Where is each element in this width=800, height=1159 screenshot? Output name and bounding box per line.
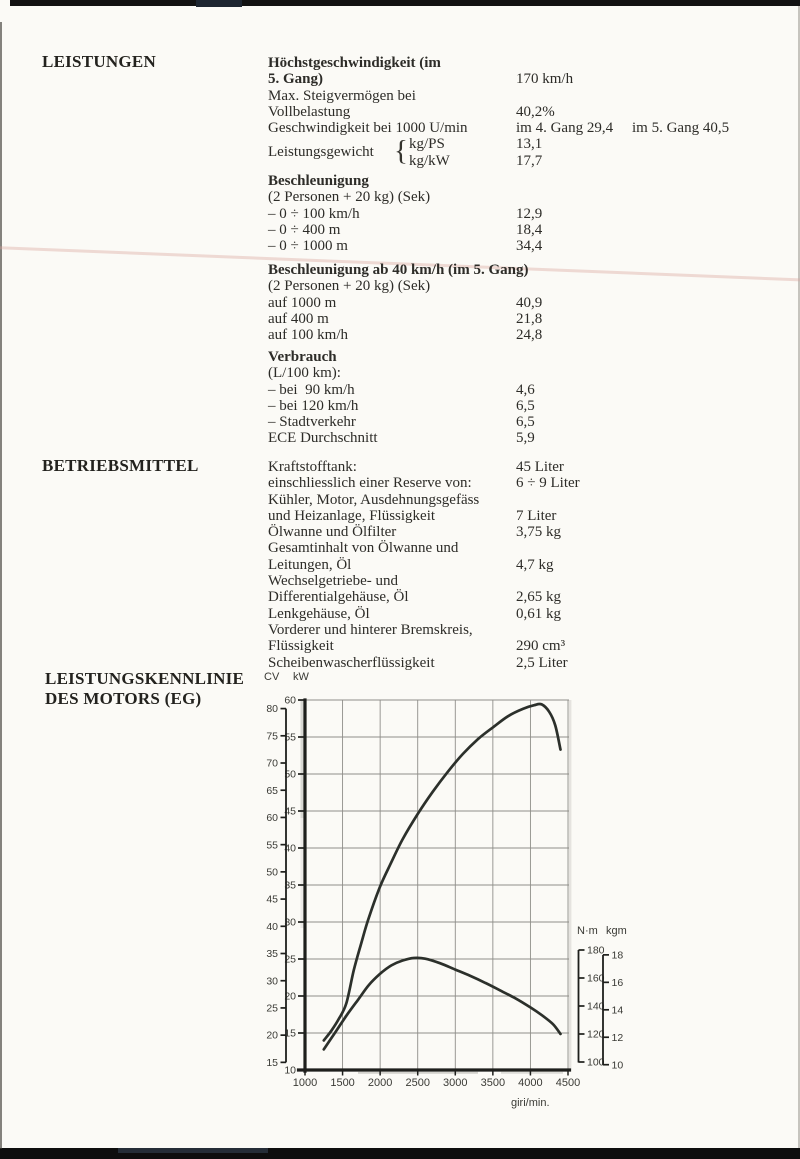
spec-row — [268, 238, 777, 254]
spec-label: Vorderer und hinterer Bremskreis, — [268, 621, 473, 638]
spec-row — [268, 327, 777, 343]
spec-label: – 0 ÷ 100 km/h — [268, 205, 360, 222]
svg-text:55: 55 — [284, 731, 296, 744]
spec-row — [268, 206, 777, 222]
svg-text:50: 50 — [266, 866, 278, 879]
spec-row — [268, 540, 777, 556]
spec-label: Flüssigkeit — [268, 638, 334, 655]
spec-label: Verbrauch — [268, 349, 337, 365]
spec-row — [268, 262, 777, 278]
spec-value: 21,8 — [516, 310, 543, 327]
chart-heading-line2: DES MOTORS (EG) — [45, 688, 202, 708]
spec-label: Wechselgetriebe- und — [268, 573, 398, 590]
svg-text:4500: 4500 — [555, 1077, 581, 1089]
spec-value: 5,9 — [516, 430, 535, 447]
spec-row — [268, 173, 777, 189]
spec-value: 2,65 kg — [516, 589, 561, 606]
spec-value-2: im 5. Gang 40,5 — [632, 120, 730, 137]
spec-value: 3,75 kg — [516, 524, 561, 541]
spec-value: 170 km/h — [516, 71, 574, 88]
spec-label: Lenkgehäuse, Öl — [268, 605, 370, 622]
section-rows — [268, 55, 777, 169]
engine-performance-chart — [253, 665, 683, 1130]
spec-value: 24,8 — [516, 327, 543, 344]
spec-label: Leitungen, Öl — [268, 556, 352, 573]
spec-row — [268, 524, 777, 540]
svg-text:65: 65 — [266, 784, 278, 797]
svg-text:40: 40 — [266, 920, 278, 933]
svg-text:2000: 2000 — [367, 1077, 393, 1089]
spec-value: 17,7 — [516, 152, 543, 169]
spec-value: 2,5 Liter — [516, 654, 568, 671]
svg-text:140: 140 — [587, 1000, 605, 1013]
spec-label: einschliesslich einer Reserve von: — [268, 475, 472, 492]
chart-section-heading — [45, 669, 244, 708]
spec-label: auf 100 km/h — [268, 327, 348, 344]
svg-text:100: 100 — [587, 1056, 605, 1069]
spec-label: – 0 ÷ 400 m — [268, 221, 341, 238]
spec-row — [268, 189, 777, 205]
spec-row — [268, 459, 777, 475]
spec-value: im 4. Gang 29,4 — [516, 120, 614, 137]
spec-row — [268, 557, 777, 573]
spec-value: 4,6 — [516, 381, 535, 398]
spec-label: Differentialgehäuse, Öl — [268, 589, 409, 606]
spec-value: 0,61 kg — [516, 605, 561, 622]
svg-text:60: 60 — [266, 812, 278, 825]
svg-text:25: 25 — [266, 1002, 278, 1015]
section-heading: LEISTUNGEN — [42, 52, 156, 71]
x-axis-title: giri/min. — [511, 1097, 550, 1109]
scan-edge-top-tint — [196, 0, 242, 7]
chart-canvas — [253, 665, 683, 1130]
spec-row — [268, 573, 777, 589]
svg-text:45: 45 — [266, 893, 278, 906]
section-rows — [268, 459, 777, 671]
svg-text:25: 25 — [284, 953, 296, 966]
spec-label: Geschwindigkeit bei 1000 U/min — [268, 120, 468, 137]
svg-text:4000: 4000 — [518, 1077, 543, 1089]
svg-text:15: 15 — [266, 1056, 278, 1069]
kgm-axis — [603, 949, 623, 1071]
spec-value: 12,9 — [516, 205, 543, 222]
spec-label: – Stadtverkehr — [268, 414, 356, 431]
spec-row — [268, 414, 777, 430]
section-rows — [268, 262, 777, 343]
spec-value: 6 ÷ 9 Liter — [516, 475, 580, 492]
svg-text:160: 160 — [587, 972, 605, 985]
spec-label: Kühler, Motor, Ausdehnungsgefäss — [268, 491, 480, 508]
svg-text:3500: 3500 — [480, 1077, 506, 1089]
spec-label: Beschleunigung — [268, 173, 369, 189]
spec-label: (L/100 km): — [268, 365, 341, 382]
spec-label: Höchstgeschwindigkeit (im — [268, 55, 441, 71]
spec-row — [268, 88, 777, 104]
spec-value: 13,1 — [516, 136, 543, 153]
spec-row — [268, 311, 777, 327]
kw-axis-title: kW — [293, 671, 309, 683]
scan-edge-left — [0, 22, 2, 1149]
spec-label: – bei 90 km/h — [268, 381, 355, 398]
spec-row — [268, 475, 777, 491]
chart-heading-line1: LEISTUNGSKENNLINIE — [45, 669, 245, 688]
spec-row — [268, 622, 777, 638]
spec-label: Leistungsgewicht — [268, 144, 374, 161]
svg-text:3000: 3000 — [443, 1077, 468, 1089]
axis-shadow — [501, 1072, 563, 1074]
brace-glyph: { — [394, 135, 408, 168]
svg-text:55: 55 — [266, 839, 278, 852]
svg-text:16: 16 — [611, 976, 624, 989]
spec-row — [268, 589, 777, 605]
svg-text:40: 40 — [284, 842, 296, 855]
spec-row — [268, 71, 777, 87]
spec-row — [268, 278, 777, 294]
spec-row — [268, 120, 777, 136]
scan-edge-top — [10, 0, 800, 6]
spec-label: (2 Personen + 20 kg) (Sek) — [268, 278, 431, 295]
svg-text:70: 70 — [266, 757, 278, 770]
spec-label: auf 400 m — [268, 310, 329, 327]
svg-text:75: 75 — [266, 730, 278, 743]
spec-value: 7 Liter — [516, 507, 557, 524]
nm-axis — [579, 945, 605, 1069]
spec-value: 6,5 — [516, 397, 535, 414]
svg-text:14: 14 — [611, 1004, 624, 1017]
spec-label: Ölwanne und Ölfilter — [268, 524, 397, 541]
spec-row — [268, 382, 777, 398]
svg-text:10: 10 — [611, 1059, 624, 1072]
spec-value: 290 cm³ — [516, 638, 566, 655]
spec-row — [268, 638, 777, 654]
spec-row — [268, 365, 777, 381]
svg-text:20: 20 — [284, 990, 296, 1003]
spec-value: 4,7 kg — [516, 556, 554, 573]
spec-row — [268, 492, 777, 508]
power-curve — [324, 704, 561, 1040]
spec-label: Gesamtinhalt von Ölwanne und — [268, 540, 459, 557]
spec-row — [268, 606, 777, 622]
spec-value: 40,2% — [516, 103, 555, 120]
svg-text:10: 10 — [284, 1064, 296, 1077]
spec-row — [268, 104, 777, 120]
cv-axis — [266, 703, 286, 1069]
svg-text:35: 35 — [266, 948, 278, 961]
cv-axis-title: CV — [264, 671, 280, 683]
chart-axes — [299, 700, 570, 1071]
section-rows — [268, 349, 777, 447]
section-rows — [268, 173, 777, 254]
svg-text:12: 12 — [611, 1031, 624, 1044]
spec-label: und Heizanlage, Flüssigkeit — [268, 507, 436, 524]
spec-value: 40,9 — [516, 294, 543, 311]
spec-row — [268, 508, 777, 524]
spec-unit: kg/PS — [409, 136, 445, 153]
chart-grid — [305, 700, 569, 1070]
spec-label: Max. Steigvermögen bei — [268, 87, 416, 104]
spec-row — [268, 295, 777, 311]
plot-edge-shadow — [569, 700, 572, 1070]
svg-text:45: 45 — [284, 805, 296, 818]
spec-row — [268, 349, 777, 365]
spec-label: Kraftstofftank: — [268, 459, 357, 475]
spec-row — [268, 430, 777, 446]
svg-text:30: 30 — [266, 975, 278, 988]
svg-text:1500: 1500 — [330, 1077, 355, 1089]
spec-label: 5. Gang) — [268, 71, 324, 88]
spec-row — [268, 398, 777, 414]
spec-value: 34,4 — [516, 238, 543, 255]
section-heading: BETRIEBSMITTEL — [42, 456, 199, 475]
svg-text:180: 180 — [587, 944, 605, 957]
spec-value: 18,4 — [516, 221, 543, 238]
spec-row — [268, 55, 777, 71]
svg-text:35: 35 — [284, 879, 296, 892]
spec-label: – bei 120 km/h — [268, 397, 359, 414]
spec-value: 45 Liter — [516, 459, 564, 475]
spec-label: (2 Personen + 20 kg) (Sek) — [268, 189, 431, 206]
spec-row — [268, 222, 777, 238]
svg-text:120: 120 — [587, 1028, 605, 1041]
kgm-axis-title: kgm — [606, 925, 627, 937]
spec-label: Beschleunigung ab 40 km/h (im 5. Gang) — [268, 262, 529, 278]
svg-text:20: 20 — [266, 1029, 278, 1042]
torque-curve — [324, 958, 561, 1050]
spec-unit: kg/kW — [409, 152, 450, 169]
spec-label: auf 1000 m — [268, 294, 337, 311]
spec-label: ECE Durchschnitt — [268, 430, 378, 447]
scan-edge-bottom-tint — [118, 1148, 268, 1153]
spec-label: – 0 ÷ 1000 m — [268, 238, 348, 255]
svg-text:80: 80 — [266, 703, 278, 716]
svg-text:2500: 2500 — [405, 1077, 430, 1089]
nm-axis-title: N·m — [577, 925, 598, 937]
svg-text:50: 50 — [284, 768, 296, 781]
spec-value: 6,5 — [516, 414, 535, 431]
svg-text:18: 18 — [611, 949, 624, 962]
svg-text:30: 30 — [284, 916, 296, 929]
spec-label: Scheibenwascherflüssigkeit — [268, 654, 435, 671]
svg-text:15: 15 — [284, 1027, 296, 1040]
svg-text:60: 60 — [284, 694, 296, 707]
svg-text:1000: 1000 — [292, 1077, 318, 1089]
spec-label: Vollbelastung — [268, 103, 351, 120]
